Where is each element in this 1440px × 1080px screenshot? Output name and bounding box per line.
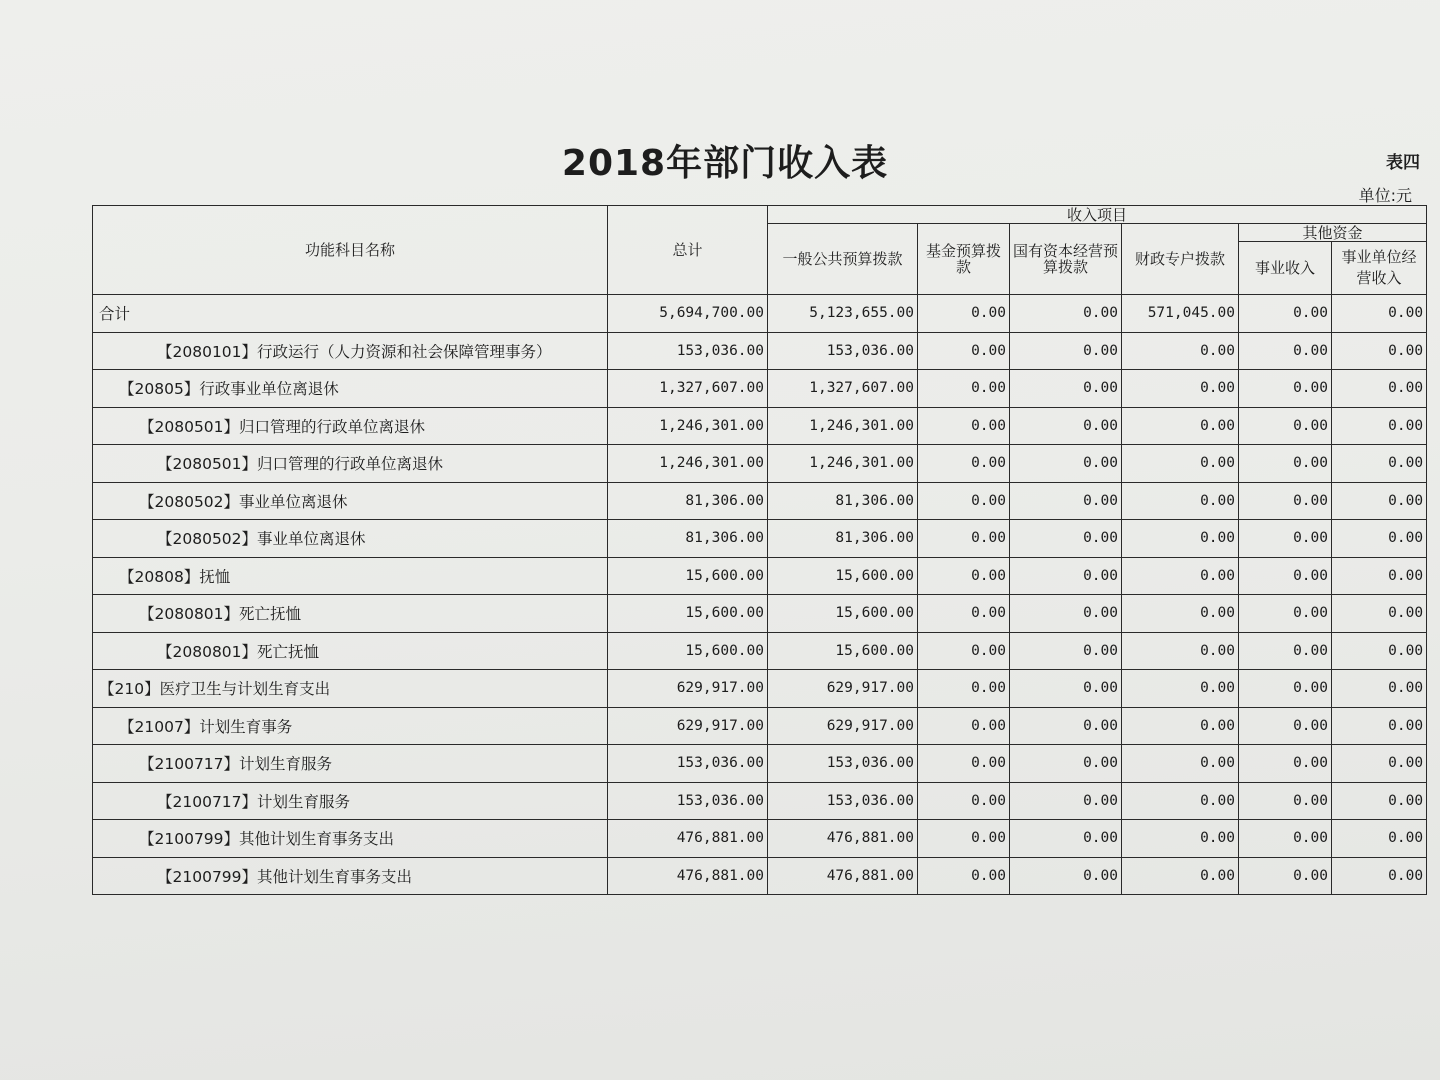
table-body — [93, 295, 1427, 895]
cell-fund: 0.00 — [918, 557, 1010, 595]
cell-business: 0.00 — [1239, 745, 1332, 783]
cell-general: 153,036.00 — [768, 332, 918, 370]
cell-fund: 0.00 — [918, 482, 1010, 520]
cell-fund: 0.00 — [918, 782, 1010, 820]
cell-total: 629,917.00 — [608, 707, 768, 745]
cell-general: 5,123,655.00 — [768, 295, 918, 333]
cell-total: 153,036.00 — [608, 782, 768, 820]
cell-state: 0.00 — [1010, 595, 1122, 633]
header-total: 总计 — [608, 206, 768, 295]
cell-operating: 0.00 — [1332, 707, 1427, 745]
table-row — [93, 670, 1427, 708]
header-other-funds: 其他资金 — [1239, 224, 1427, 242]
cell-business: 0.00 — [1239, 332, 1332, 370]
row-name: 合计 — [93, 295, 608, 333]
cell-state: 0.00 — [1010, 632, 1122, 670]
cell-fund: 0.00 — [918, 632, 1010, 670]
cell-business: 0.00 — [1239, 595, 1332, 633]
header-income-items: 收入项目 — [768, 206, 1427, 224]
cell-total: 153,036.00 — [608, 745, 768, 783]
cell-general: 1,246,301.00 — [768, 445, 918, 483]
table-row — [93, 782, 1427, 820]
cell-general: 629,917.00 — [768, 670, 918, 708]
row-name: 【2080801】死亡抚恤 — [93, 632, 608, 670]
cell-total: 81,306.00 — [608, 482, 768, 520]
cell-fund: 0.00 — [918, 670, 1010, 708]
cell-total: 476,881.00 — [608, 857, 768, 895]
cell-state: 0.00 — [1010, 670, 1122, 708]
cell-state: 0.00 — [1010, 370, 1122, 408]
row-name: 【20808】抚恤 — [93, 557, 608, 595]
cell-business: 0.00 — [1239, 370, 1332, 408]
row-name: 【21007】计划生育事务 — [93, 707, 608, 745]
cell-operating: 0.00 — [1332, 370, 1427, 408]
cell-state: 0.00 — [1010, 445, 1122, 483]
cell-total: 15,600.00 — [608, 595, 768, 633]
table-row — [93, 482, 1427, 520]
cell-state: 0.00 — [1010, 482, 1122, 520]
unit-label: 单位:元 — [1358, 186, 1412, 205]
cell-fund: 0.00 — [918, 445, 1010, 483]
cell-special: 0.00 — [1122, 520, 1239, 558]
cell-total: 5,694,700.00 — [608, 295, 768, 333]
table-row — [93, 745, 1427, 783]
cell-fund: 0.00 — [918, 407, 1010, 445]
row-name: 【2080101】行政运行（人力资源和社会保障管理事务） — [93, 332, 608, 370]
cell-general: 476,881.00 — [768, 820, 918, 858]
cell-total: 629,917.00 — [608, 670, 768, 708]
cell-special: 0.00 — [1122, 820, 1239, 858]
cell-operating: 0.00 — [1332, 407, 1427, 445]
cell-general: 1,327,607.00 — [768, 370, 918, 408]
cell-fund: 0.00 — [918, 332, 1010, 370]
row-name: 【2080502】事业单位离退休 — [93, 520, 608, 558]
cell-operating: 0.00 — [1332, 632, 1427, 670]
header-fund-budget: 基金预算拨款 — [918, 224, 1010, 295]
cell-operating: 0.00 — [1332, 445, 1427, 483]
row-name: 【2100717】计划生育服务 — [93, 782, 608, 820]
cell-fund: 0.00 — [918, 520, 1010, 558]
cell-special: 0.00 — [1122, 370, 1239, 408]
table-row — [93, 820, 1427, 858]
cell-business: 0.00 — [1239, 482, 1332, 520]
cell-operating: 0.00 — [1332, 520, 1427, 558]
table-row — [93, 707, 1427, 745]
cell-business: 0.00 — [1239, 632, 1332, 670]
cell-state: 0.00 — [1010, 707, 1122, 745]
cell-total: 476,881.00 — [608, 820, 768, 858]
cell-general: 15,600.00 — [768, 632, 918, 670]
cell-operating: 0.00 — [1332, 782, 1427, 820]
table-row — [93, 857, 1427, 895]
cell-state: 0.00 — [1010, 820, 1122, 858]
cell-state: 0.00 — [1010, 332, 1122, 370]
cell-business: 0.00 — [1239, 557, 1332, 595]
cell-fund: 0.00 — [918, 707, 1010, 745]
cell-business: 0.00 — [1239, 670, 1332, 708]
table-row — [93, 520, 1427, 558]
cell-total: 15,600.00 — [608, 632, 768, 670]
cell-special: 0.00 — [1122, 332, 1239, 370]
cell-fund: 0.00 — [918, 295, 1010, 333]
cell-operating: 0.00 — [1332, 557, 1427, 595]
table-row — [93, 445, 1427, 483]
cell-general: 81,306.00 — [768, 520, 918, 558]
table-row — [93, 632, 1427, 670]
cell-special: 0.00 — [1122, 407, 1239, 445]
cell-operating: 0.00 — [1332, 332, 1427, 370]
cell-operating: 0.00 — [1332, 670, 1427, 708]
income-table — [92, 205, 1427, 895]
cell-operating: 0.00 — [1332, 295, 1427, 333]
row-name: 【2080801】死亡抚恤 — [93, 595, 608, 633]
cell-general: 629,917.00 — [768, 707, 918, 745]
cell-fund: 0.00 — [918, 595, 1010, 633]
cell-general: 153,036.00 — [768, 782, 918, 820]
cell-business: 0.00 — [1239, 707, 1332, 745]
cell-business: 0.00 — [1239, 857, 1332, 895]
table-row — [93, 557, 1427, 595]
header-operating-income: 事业单位经营收入 — [1332, 242, 1427, 295]
cell-operating: 0.00 — [1332, 595, 1427, 633]
cell-fund: 0.00 — [918, 745, 1010, 783]
cell-special: 0.00 — [1122, 482, 1239, 520]
cell-total: 81,306.00 — [608, 520, 768, 558]
row-name: 【2100717】计划生育服务 — [93, 745, 608, 783]
cell-business: 0.00 — [1239, 295, 1332, 333]
row-name: 【2100799】其他计划生育事务支出 — [93, 820, 608, 858]
cell-general: 81,306.00 — [768, 482, 918, 520]
cell-total: 15,600.00 — [608, 557, 768, 595]
header-special-account: 财政专户拨款 — [1122, 224, 1239, 295]
cell-special: 0.00 — [1122, 745, 1239, 783]
cell-total: 1,246,301.00 — [608, 407, 768, 445]
cell-general: 15,600.00 — [768, 595, 918, 633]
cell-state: 0.00 — [1010, 857, 1122, 895]
cell-general: 476,881.00 — [768, 857, 918, 895]
row-name: 【2080501】归口管理的行政单位离退休 — [93, 445, 608, 483]
cell-total: 153,036.00 — [608, 332, 768, 370]
row-name: 【2080501】归口管理的行政单位离退休 — [93, 407, 608, 445]
cell-total: 1,246,301.00 — [608, 445, 768, 483]
cell-fund: 0.00 — [918, 370, 1010, 408]
cell-business: 0.00 — [1239, 407, 1332, 445]
cell-general: 1,246,301.00 — [768, 407, 918, 445]
cell-business: 0.00 — [1239, 782, 1332, 820]
row-name: 【2080502】事业单位离退休 — [93, 482, 608, 520]
table-row — [93, 370, 1427, 408]
cell-general: 15,600.00 — [768, 557, 918, 595]
cell-operating: 0.00 — [1332, 482, 1427, 520]
cell-special: 0.00 — [1122, 670, 1239, 708]
table-row — [93, 407, 1427, 445]
header-general-budget: 一般公共预算拨款 — [768, 224, 918, 295]
cell-state: 0.00 — [1010, 745, 1122, 783]
cell-business: 0.00 — [1239, 520, 1332, 558]
page-title: 2018年部门收入表 — [561, 143, 889, 184]
cell-special: 0.00 — [1122, 782, 1239, 820]
cell-fund: 0.00 — [918, 857, 1010, 895]
row-name: 【20805】行政事业单位离退休 — [93, 370, 608, 408]
header-business-income: 事业收入 — [1239, 242, 1332, 295]
cell-operating: 0.00 — [1332, 857, 1427, 895]
table-number: 表四 — [1386, 153, 1420, 173]
cell-state: 0.00 — [1010, 557, 1122, 595]
cell-special: 571,045.00 — [1122, 295, 1239, 333]
cell-special: 0.00 — [1122, 857, 1239, 895]
table-row — [93, 332, 1427, 370]
cell-special: 0.00 — [1122, 557, 1239, 595]
cell-fund: 0.00 — [918, 820, 1010, 858]
cell-state: 0.00 — [1010, 295, 1122, 333]
row-name: 【2100799】其他计划生育事务支出 — [93, 857, 608, 895]
cell-special: 0.00 — [1122, 595, 1239, 633]
cell-general: 153,036.00 — [768, 745, 918, 783]
table-row — [93, 295, 1427, 333]
cell-total: 1,327,607.00 — [608, 370, 768, 408]
cell-business: 0.00 — [1239, 820, 1332, 858]
cell-special: 0.00 — [1122, 632, 1239, 670]
cell-state: 0.00 — [1010, 782, 1122, 820]
header-name: 功能科目名称 — [93, 206, 608, 295]
header-state-capital: 国有资本经营预算拨款 — [1010, 224, 1122, 295]
cell-business: 0.00 — [1239, 445, 1332, 483]
cell-operating: 0.00 — [1332, 820, 1427, 858]
cell-special: 0.00 — [1122, 707, 1239, 745]
cell-special: 0.00 — [1122, 445, 1239, 483]
table-row — [93, 595, 1427, 633]
cell-operating: 0.00 — [1332, 745, 1427, 783]
row-name: 【210】医疗卫生与计划生育支出 — [93, 670, 608, 708]
cell-state: 0.00 — [1010, 407, 1122, 445]
cell-state: 0.00 — [1010, 520, 1122, 558]
